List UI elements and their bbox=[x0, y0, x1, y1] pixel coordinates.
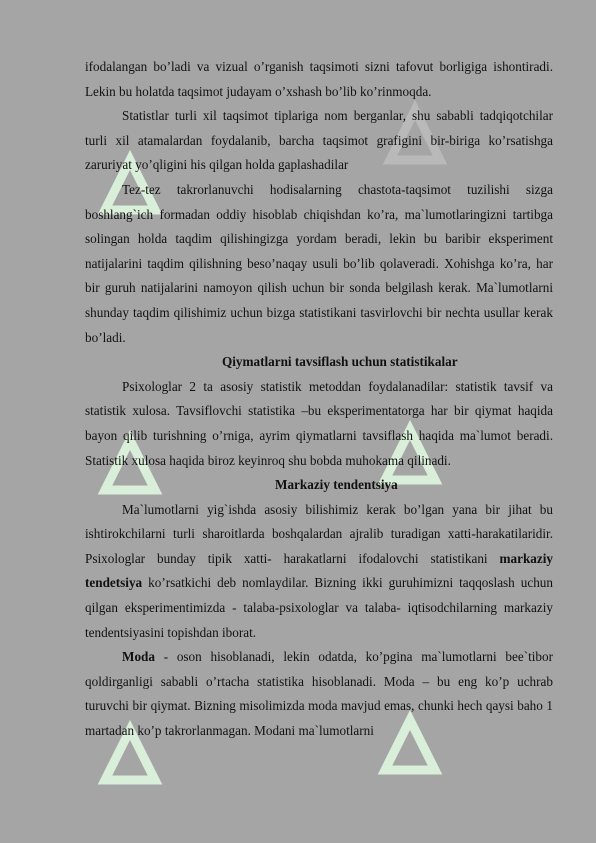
text-run: Ma`lumotlarni yig`ishda asosiy bilishimiz kerak bo’lgan yana bir jihat bu ishtirokchilarni turli sharoitlarda boshqalardan ajralib turadigan xatti-harakatilaridir. Psixologlar bunday tipik xatti- harakatlarni ifodalovchi statistikani bbox=[85, 501, 553, 566]
bold-term: Moda bbox=[122, 649, 155, 665]
document-page bbox=[85, 55, 553, 744]
paragraph bbox=[85, 645, 553, 743]
section-heading: Qiymatlarni tavsiflash uchun statistikalar bbox=[222, 354, 458, 370]
bold-term: markaziy tendetsiya bbox=[85, 550, 553, 591]
section-heading: Markaziy tendentsiya bbox=[275, 477, 398, 493]
text-run: - oson hisoblanadi, lekin odatda, ko’pgina ma`lumotlarni bee`tibor qoldirganligi sababli o’rtacha statistika hisoblanadi. Moda – bu eng ko’p uchrab turuvchi bir qiymat. Bizning misolimizda moda mavjud emas, chunki hech qaysi baho 1 martadan ko’p takrorlanmagan. Modani ma`lumotlarni bbox=[85, 649, 553, 739]
paragraph-continued: ifodalangan bo’ladi va vizual o’rganish taqsimoti sizni tafovut borligiga ishontiradi. Lekin bu holatda taqsimot judayam o’xshash bo’lib ko’rinmoqda. bbox=[85, 59, 553, 99]
paragraph: Tez-tez takrorlanuvchi hodisalarning chastota-taqsimot tuzilishi sizga boshlang`ich formadan oddiy hisoblab chiqishdan ko’ra, ma`lumotlaringizni tartibga solingan holda taqdim qilishingizga yordam beradi, lekin bu baribir eksperiment natijalarini taqdim qilishning beso’naqay usuli bo’lib qolaveradi. Xohishga ko’ra, har bir guruh natijalarini namoyon qilish uchun bir sonda belgilash kerak. Ma`lumotlarni shunday taqdim qilishimiz uchun bizga statistikani tasvirlovchi bir nechta usullar kerak bo’ladi. bbox=[85, 181, 553, 345]
paragraph bbox=[85, 498, 553, 646]
paragraph: Psixologlar 2 ta asosiy statistik metoddan foydalanadilar: statistik tavsif va statistik xulosa. Tavsiflovchi statistika –bu eksperimentatorga har bir qiymat haqida bayon qilib turishning o’rniga, ayrim qiymatlarni tavsiflash haqida ma`lumot beradi. Statistik xulosa haqida biroz keyinroq shu bobda muhokama qilinadi. bbox=[85, 378, 553, 468]
text-run: ko’rsatkichi deb nomlaydilar. Bizning ikki guruhimizni taqqoslash uchun qilgan eksperimentimizda - talaba-psixologlar va talaba- iqtisodchilarning markaziy tendentsiyasini topishdan iborat. bbox=[85, 575, 553, 640]
paragraph: Statistlar turli xil taqsimot tiplariga nom berganlar, shu sababli tadqiqotchilar turli xil atamalardan foydalanib, barcha taqsimot grafigini bir-biriga ko’rsatishga zaruriyat yo’qligini his qilgan holda gaplashadilar bbox=[85, 108, 553, 173]
